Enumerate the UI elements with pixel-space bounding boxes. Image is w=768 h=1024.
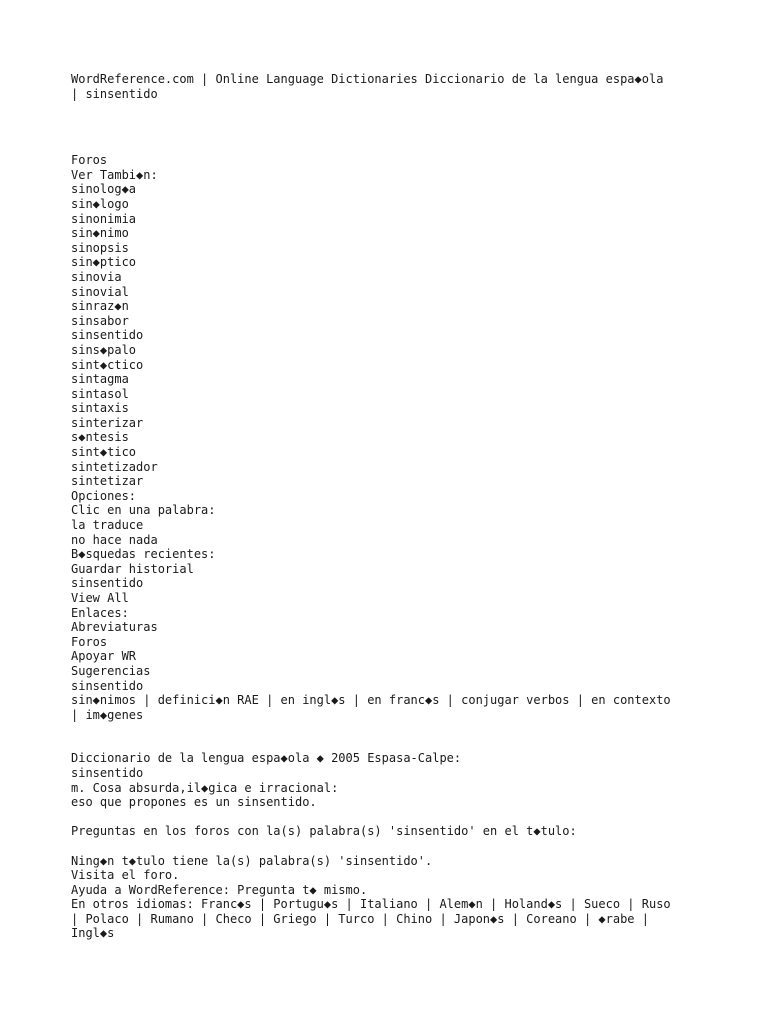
spacer [71,839,711,854]
forums-link[interactable]: Foros [71,634,108,649]
foros-link[interactable]: Foros [71,153,108,168]
related-word-link[interactable]: s◆ntesis [71,430,129,445]
no-titles-text: Ning◆n t◆tulo tiene la(s) palabra(s) 'sinsentido'. [71,853,433,868]
other-languages-links[interactable]: Ingl◆s [71,926,115,941]
related-word-link[interactable]: sint◆tico [71,445,137,460]
related-word-link[interactable]: sin◆nimo [71,226,129,241]
entry-headword: sinsentido [71,765,144,780]
related-word-link[interactable]: sinonimia [71,211,137,226]
suggestions-link[interactable]: Sugerencias [71,663,151,678]
related-word-link[interactable]: sintaxis [71,401,129,416]
entry-source: Diccionario de la lengua espa◆ola ◆ 2005 Espasa-Calpe: [71,751,462,766]
options-heading: Opciones: [71,488,137,503]
sidebar-block [71,153,711,722]
related-word-link[interactable]: sins◆palo [71,342,137,357]
save-history-toggle[interactable]: Guardar historial [71,561,194,576]
related-word-link[interactable]: sinraz◆n [71,299,129,314]
support-wr-link[interactable]: Apoyar WR [71,649,137,664]
links-heading: Enlaces: [71,605,129,620]
recent-searches-heading: B◆squedas recientes: [71,547,216,562]
related-word-link[interactable]: sinsentido [71,328,144,343]
headword: sinsentido [71,678,144,693]
see-also-heading: Ver Tambi◆n: [71,167,158,182]
option-translate[interactable]: la traduce [71,518,144,533]
title-line: | sinsentido [71,86,158,101]
spacer [71,810,711,825]
view-all-link[interactable]: View All [71,591,129,605]
related-word-link[interactable]: sin◆ptico [71,255,137,270]
entry-example: eso que propones es un sinsentido. [71,795,317,810]
forum-question-heading: Preguntas en los foros con la(s) palabra(s) 'sinsentido' en el t◆tulo: [71,824,577,839]
document-page [71,72,711,941]
related-word-link[interactable]: sintetizar [71,474,144,489]
entry-definition: m. Cosa absurda,il◆gica e irracional: [71,780,339,795]
related-word-link[interactable]: sinovial [71,284,129,299]
forum-section [71,824,711,941]
related-word-link[interactable]: sin◆logo [71,196,129,211]
spacer [71,722,711,751]
other-languages-links[interactable]: En otros idiomas: Franc◆s | Portugu◆s | Italiano | Alem◆n | Holand◆s | Sueco | Ruso [71,897,671,912]
page-title [71,72,711,101]
related-word-link[interactable]: sinolog◆a [71,182,137,197]
related-word-link[interactable]: sinopsis [71,240,129,255]
related-word-link[interactable]: sintetizador [71,459,158,474]
option-do-nothing[interactable]: no hace nada [71,532,158,547]
abbreviations-link[interactable]: Abreviaturas [71,620,158,635]
related-word-link[interactable]: sint◆ctico [71,357,144,372]
title-line: WordReference.com | Online Language Dictionaries Diccionario de la lengua espa◆ola [71,72,664,86]
recent-search-link[interactable]: sinsentido [71,576,144,591]
related-word-link[interactable]: sintasol [71,386,129,401]
related-word-link[interactable]: sintagma [71,372,129,387]
headword-links[interactable]: | im◆genes [71,707,144,722]
related-word-link[interactable]: sinsabor [71,313,129,328]
headword-links[interactable]: sin◆nimos | definici◆n RAE | en ingl◆s | en franc◆s | conjugar verbos | en contexto [71,693,671,708]
visit-forum-link[interactable]: Visita el foro. [71,868,180,883]
dictionary-entry [71,751,711,809]
related-word-link[interactable]: sinovia [71,269,122,284]
click-word-label: Clic en una palabra: [71,503,216,518]
other-languages-links[interactable]: | Polaco | Rumano | Checo | Griego | Turco | Chino | Japon◆s | Coreano | ◆rabe | [71,911,649,926]
spacer [71,101,711,153]
related-word-link[interactable]: sinterizar [71,415,144,430]
ask-yourself-link[interactable]: Ayuda a WordReference: Pregunta t◆ mismo. [71,882,368,897]
